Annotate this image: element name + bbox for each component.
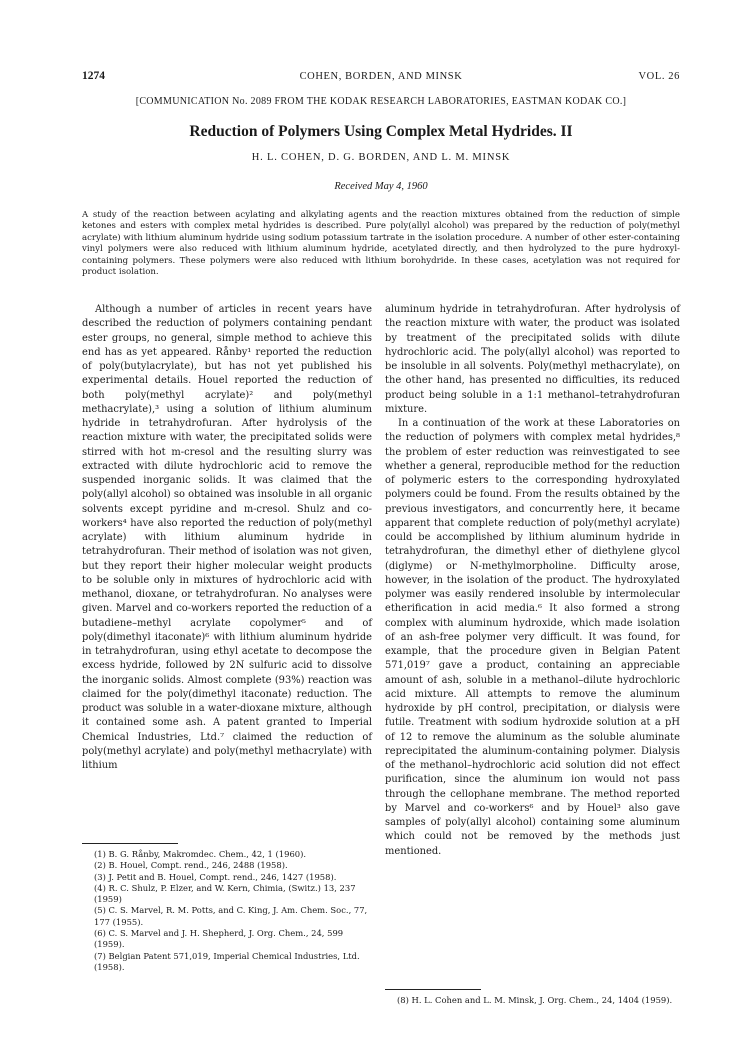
footnote: (8) H. L. Cohen and L. M. Minsk, J. Org. Chem., 24, 1404 (1959). (397, 995, 673, 1005)
footnote-rule-right (385, 989, 481, 990)
page-header (82, 70, 680, 86)
footnote: (6) C. S. Marvel and J. H. Shepherd, J. Org. Chem., 24, 599 (1959). (94, 928, 344, 950)
footnote: (2) B. Houel, Compt. rend., 246, 2488 (1958). (94, 860, 288, 871)
abstract: A study of the reaction between acylating and alkylating agents and the reaction mixtures obtained from the reduction of simple ketones and esters with complex metal hydrides is described. Pure poly(allyl alcohol) was prepared by the reduction of poly(methyl acrylate) with lithium aluminum hydride using sodium potassium tartrate in the isolation procedure. A number of other ester-containing vinyl polymers were also reduced with lithium aluminum hydride, acetylated directly, and then hydrolyzed to the pure hydroxyl-containing polymers. These polymers were also reduced with lithium borohydride. In these cases, acetylation was not required for product isolation. (82, 210, 680, 278)
footnote: (1) B. G. Rånby, Makromdec. Chem., 42, 1 (1960). (94, 849, 307, 859)
footnotes-left (82, 849, 372, 973)
author-line: H. L. COHEN, D. G. BORDEN, AND L. M. MINSK (251, 152, 511, 163)
article-title: Reduction of Polymers Using Complex Metal Hydrides. II (189, 123, 573, 140)
received-date: Received May 4, 1960 (334, 181, 428, 192)
body-paragraph: aluminum hydride in tetrahydrofuran. After hydrolysis of the reaction mixture with water, the product was isolated by treatment of the precipitated solids with dilute hydrochloric acid. The poly(allyl alcohol) was reported to be insoluble in all solvents. Poly(methyl methacrylate), on the other hand, has presented no difficulties, its reduced product being soluble in a 1:1 methanol–tetrahydrofuran mixture. (385, 304, 680, 415)
running-title: COHEN, BORDEN, AND MINSK (299, 71, 463, 82)
communication-line: [COMMUNICATION No. 2089 FROM THE KODAK RESEARCH LABORATORIES, EASTMAN KODAK CO.] (135, 96, 627, 107)
footnote: (3) J. Petit and B. Houel, Compt. rend., 246, 1427 (1958). (94, 871, 337, 882)
body-paragraph: In a continuation of the work at these Laboratories on the reduction of polymers with complex metal hydrides,⁸ the problem of ester reduction was reinvestigated to see whether a general, reproducible method for the reduction of polymeric esters to the corresponding hydroxylated polymers could be found. From the results obtained by the previous investigators, and concurrently here, it became apparent that complete reduction of poly(methyl acrylate) could be accomplished by lithium aluminum hydride in tetrahydrofuran, the dimethyl ether of diethylene glycol (diglyme) or N-methylmorpholine. Difficulty arose, however, in the isolation of the product. The hydroxylated polymer was easily rendered insoluble by intermolecular etherification in acid media.⁶ It also formed a strong complex with aluminum hydroxide, which made isolation of an ash-free polymer very difficult. It was found, for example, that the procedure given in Belgian Patent 571,019⁷ gave a product, containing an appreciable amount of ash, soluble in a methanol–dilute hydrochloric acid mixture. All attempts to remove the aluminum hydroxide by pH control, precipitation, or dialysis were futile. Treatment with sodium hydroxide solution at a pH of 12 to remove the aluminum as the soluble aluminate reprecipitated the aluminum-containing polymer. Dialysis of the methanol–hydrochloric acid solution did not effect purification, since the aluminum ion would not pass through the cellophane membrane. The method reported by Marvel and co-workers⁶ and by Houel³ also gave samples of poly(allyl alcohol) containing some aluminum which could not be removed by the methods just mentioned. (385, 418, 680, 857)
page-number: 1274 (82, 70, 105, 82)
body-paragraph: Although a number of articles in recent years have described the reduction of polymers containing pendant ester groups, no general, simple method to achieve this end has as yet appeared. Rånby¹ reported the reduction of poly(butylacrylate), but has not yet published his experimental details. Houel reported the reduction of both poly(methyl acrylate)² and poly(methyl methacrylate),³ using a solution of lithium aluminum hydride in tetrahydrofuran. After hydrolysis of the reaction mixture with water, the precipitated solids were stirred with hot m-cresol and the resulting slurry was extracted with dilute hydrochloric acid to remove the suspended inorganic solids. It was claimed that the poly(allyl alcohol) so obtained was insoluble in all organic solvents except pyridine and m-cresol. Shulz and co-workers⁴ have also reported the reduction of poly(methyl acrylate) with lithium aluminum hydride in tetrahydrofuran. Their method of isolation was not given, but they report their higher molecular weight products to be soluble only in mixtures of hydrochloric acid with methanol, dioxane, or tetrahydrofuran. No analyses were given. Marvel and co-workers reported the reduction of a butadiene–methyl acrylate copolymer⁵ and of poly(dimethyl itaconate)⁶ with lithium aluminum hydride in tetrahydrofuran, using ethyl acetate to decompose the excess hydride, followed by 2N sulfuric acid to dissolve the inorganic solids. Almost complete (93%) reaction was claimed for the poly(dimethyl itaconate) reduction. The product was soluble in a water-dioxane mixture, although it contained some ash. A patent granted to Imperial Chemical Industries, Ltd.⁷ claimed the reduction of poly(methyl acrylate) and poly(methyl methacrylate) with lithium (82, 304, 372, 771)
footnote: (4) R. C. Shulz, P. Elzer, and W. Kern, Chimia, (Switz.) 13, 237 (1959) (94, 882, 356, 905)
footnotes-right (385, 995, 680, 1006)
volume-label: VOL. 26 (638, 71, 680, 82)
left-column (82, 303, 372, 773)
footnote: (5) C. S. Marvel, R. M. Potts, and C. King, J. Am. Chem. Soc., 77, 177 (1955). (94, 905, 368, 927)
right-column (385, 303, 680, 859)
footnote-rule-left (82, 843, 178, 844)
footnote: (7) Belgian Patent 571,019, Imperial Chemical Industries, Ltd. (1958). (94, 950, 360, 972)
